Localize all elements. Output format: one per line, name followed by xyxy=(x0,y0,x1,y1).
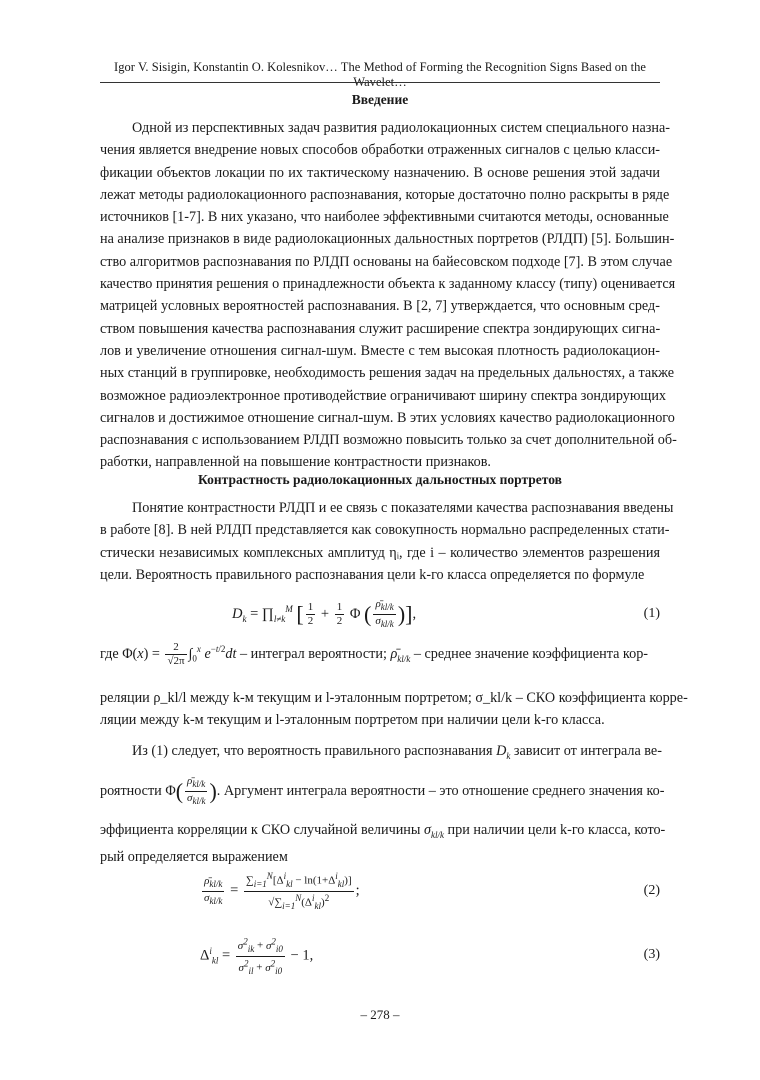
text-line: фикации объектов локации по их тактическому назначению. В основе решения этой задачи xyxy=(100,164,660,181)
paragraph-from-1: Из (1) следует, что вероятность правильного распознавания $D_k$ зависит от интеграла ве- xyxy=(132,743,662,761)
text-line: Одной из перспективных задач развития радиолокационных систем специального назна- xyxy=(132,120,671,136)
where-end: – среднее значение коэффициента кор- xyxy=(413,645,649,662)
equation-2-number: (2) xyxy=(643,883,660,898)
text-line: сигналов и достижимое отношение сигнал-шум. В этих условиях качество радиолокационного xyxy=(100,409,675,426)
equation-2: $\frac{\rhō_{kl/k}}{\sigma_{kl/k}}$ = $\frac{\sum_{i=1}^N[\Delta^i_{kl} - \ln(1+\Delta^i_{kl})]}{√\sum_{i=1}^N(\Delta^i_{kl})^2}$ ; xyxy=(204,871,360,911)
equation-3: $\Delta^i_{kl}$ = $\frac{\sigma^2_{ik} + \sigma^2_{i0}}{\sigma^2_{il} + \sigma^2_{i0}}$ − 1, xyxy=(200,936,314,976)
equation-1-number: (1) xyxy=(643,606,660,621)
text-line: ляции между k-м текущим и l-эталонным портретом при наличии цели k-го класса. xyxy=(100,712,605,729)
text-line: реляции ρ_kl/l между k-м текущим и l-эталонным портретом; σ_kl/k – СКО коэффициента корре- xyxy=(100,690,688,706)
paragraph-coefficient: эффициента корреляции к СКО случайной величины $\sigma_{kl/k}$ при наличии цели k-го класса, кото- рый определяется выражением xyxy=(100,822,666,866)
text-line: лежат методы радиолокационного распознавания, которые достаточно полно раскрыты в ряде xyxy=(100,186,670,203)
equation-where-line: где Φ(x) = $\frac{2}{√2\pi}$ $\int_0^x$ $e^{-t/2}dt$ – интеграл вероятности; $\rhō_{kl/k}$ – среднее значение коэффициента кор- xyxy=(100,641,649,667)
text-line: ством повышения качества распознавания служит расширение спектра зондирующих сигна- xyxy=(100,320,661,337)
running-head: Igor V. Sisigin, Konstantin O. Kolesnikov… The Method of Forming the Recognition Signs Based on the Wavelet… xyxy=(113,60,647,89)
equation-1: $D_k$ = $\prod_{l\ne k}^M$ [ $\frac{1}{2}$ + $\frac{1}{2}$ Φ ( $\frac{\rhō_{kl/k}}{\sigma_{kl/k}}$ )], xyxy=(232,598,417,630)
header-rule xyxy=(100,82,660,83)
text-line: Понятие контрастности РЛДП и ее связь с показателями качества распознавания введены xyxy=(132,500,674,516)
equation-3-number: (3) xyxy=(643,947,660,962)
text-line: ных станций в группировке, необходимость решения задач на предельных дальностях, а также xyxy=(100,365,674,382)
text-line: чения является внедрение новых способов обработки отраженных сигналов с целью класси- xyxy=(100,142,661,159)
text-line: ство алгоритмов распознавания по РЛДП основаны на байесовском подходе [7]. В этом случае xyxy=(100,253,673,270)
section-heading-introduction: Введение xyxy=(351,92,409,107)
text-line: цели. Вероятность правильного распознавания цели k-го класса определяется по формуле xyxy=(100,566,645,583)
paragraph-contrast xyxy=(100,497,674,586)
where-mid: – интеграл вероятности; xyxy=(239,645,387,662)
text-line: матрицей условных вероятностей распознавания. В [2, 7] утверждается, что основным сред- xyxy=(100,298,660,315)
text-line: в работе [8]. В ней РЛДП представляется как совокупность нормально распределенных стати- xyxy=(100,522,670,539)
text-line: работки, направленной на повышение контрастности признаков. xyxy=(100,454,491,471)
paragraph-correlation xyxy=(100,687,688,732)
text-line: возможное радиоэлектронное противодействие ограничивают ширину спектра зондирующих xyxy=(100,387,667,404)
text-line: источников [1-7]. В них указано, что наиболее эффективными считаются методы, основанные xyxy=(100,209,669,226)
text-line: лов и увеличение отношения сигнал-шум. Вместе с тем высокая плотность радиолокацион- xyxy=(100,342,660,359)
paragraph-argument: роятности Φ( $\frac{\rhō_{kl/k}}{\sigma_{kl/k}}$ ). Аргумент интеграла вероятности – это отношение среднего значения ко- xyxy=(100,775,665,807)
paragraph-introduction xyxy=(100,117,677,474)
section-heading-contrast: Контрастность радиолокационных дальностных портретов xyxy=(198,472,562,487)
text-line: на анализе признаков в виде радиолокационных дальностных портретов (РЛДП) [5]. Большин- xyxy=(100,231,675,248)
text-line: стически независимых комплексных амплитуд ηᵢ, где i – количество элементов разрешения xyxy=(100,544,660,561)
where-prefix: где xyxy=(100,645,119,662)
text-line: качество принятия решения о принадлежности объекта к заданному классу (типу) оценивается xyxy=(100,276,676,293)
text-line: распознавания с использованием РЛДП возможно повысить только за счет дополнительной об- xyxy=(100,432,677,449)
page-number: – 278 – xyxy=(360,1007,400,1022)
